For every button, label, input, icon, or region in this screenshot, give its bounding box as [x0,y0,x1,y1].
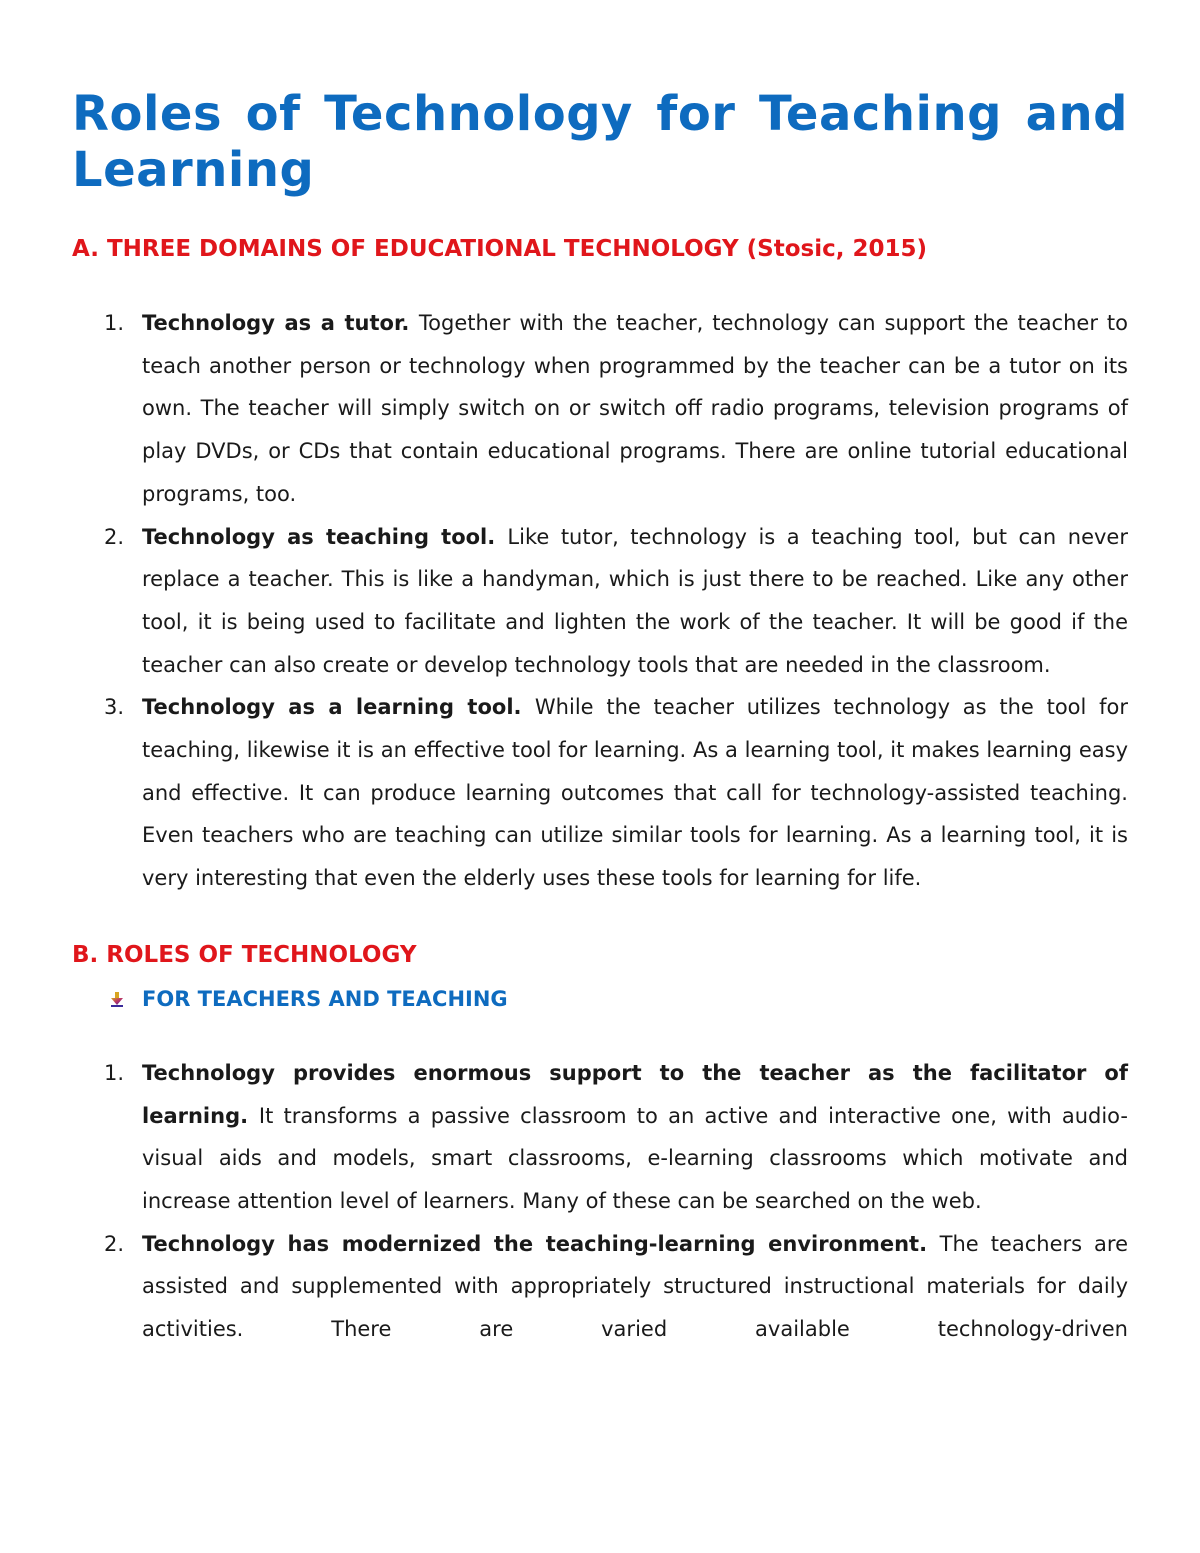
list-item-text: Like tutor, technology is a teaching tool, but can never replace a teacher. This is like a handyman, which is just there to be reached. Like any other tool, it is being used to facilitate and lighten the work of the teacher. It will be good if the teacher can also create or develop technology tools that are needed in the classroom. [142,524,1128,677]
down-arrow-bullet-icon [72,991,142,1007]
list-item-number: 1. [104,311,125,335]
list-item [72,1223,1128,1351]
list-item-text: It transforms a passive classroom to an active and interactive one, with audio-visual aids and models, smart classrooms, e-learning classrooms which motivate and increase attention level of learners. Many of these can be searched on the web. [142,1103,1129,1213]
list-item [72,516,1128,687]
list-item-number: 3. [104,695,125,720]
list-item-lead: Technology as a learning tool. [142,695,535,720]
list-item [72,1052,1128,1223]
list-item-lead: Technology as teaching tool. [142,524,508,549]
page-title: Roles of Technology for Teaching and Learning [72,86,1128,198]
list-item-number: 2. [104,524,125,549]
section-b-list [72,1052,1128,1351]
subheading-text: FOR TEACHERS AND TEACHING [142,986,508,1011]
list-item [72,302,1128,516]
list-item-number: 1. [104,1060,125,1085]
document-page [72,86,1128,1351]
list-item-lead: Technology has modernized the teaching-learning environment. [142,1231,940,1256]
section-b-subheading [72,984,1128,1014]
list-item-lead: Technology as a tutor. [142,311,419,335]
list-item [72,686,1128,900]
section-a-heading: A. THREE DOMAINS OF EDUCATIONAL TECHNOLOGY (Stosic, 2015) [72,236,928,262]
list-item-text: The teachers are assisted and supplemented with appropriately structured instructional materials for daily activities. There are varied available technology-driven [142,1231,1128,1342]
list-item-lead: Technology provides enormous support to the teacher as the facilitator of learning. [142,1060,1128,1128]
section-a-list [72,302,1128,900]
list-item-number: 2. [104,1231,125,1256]
list-item-text: Together with the teacher, technology can support the teacher to teach another person or technology when programmed by the teacher can be a tutor on its own. The teacher will simply switch on or switch off radio programs, television programs of play DVDs, or CDs that contain educational programs. There are online tutorial educational programs, too. [142,311,1129,506]
section-b-heading: B. ROLES OF TECHNOLOGY [72,941,417,968]
list-item-text: While the teacher utilizes technology as the tool for teaching, likewise it is an effective tool for learning. As a learning tool, it makes learning easy and effective. It can produce learning outcomes that call for technology-assisted teaching. Even teachers who are teaching can utilize similar tools for learning. As a learning tool, it is very interesting that even the elderly uses these tools for learning for life. [142,695,1128,891]
